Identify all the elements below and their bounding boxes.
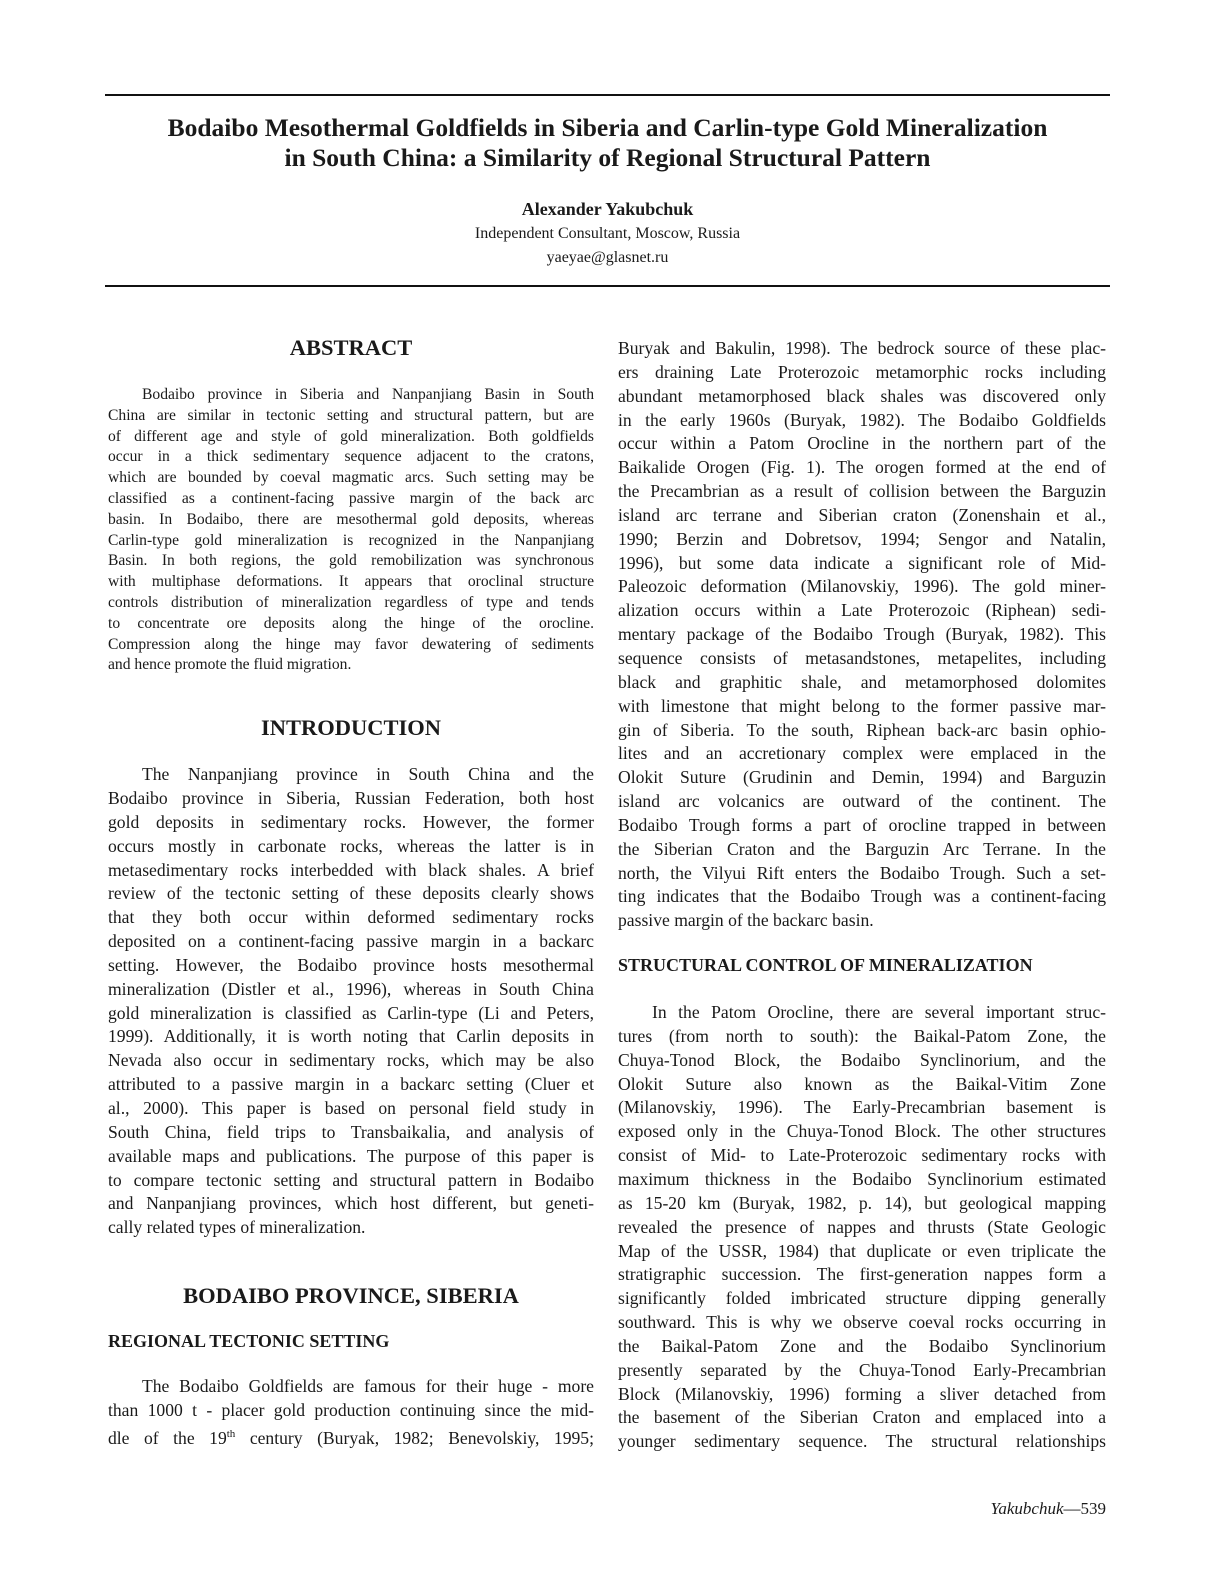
paragraph-line: Carlin-type gold mineralization is recognized in the Nanpanjiang — [108, 531, 594, 549]
structural-control-body — [618, 1001, 1106, 1454]
paragraph-line: abundant metamorphosed black shales was discovered only — [618, 385, 1106, 406]
footer-dash: — — [1063, 1499, 1081, 1518]
paragraph-line: southward. This is why we observe coeval rocks occurring in — [618, 1312, 1106, 1333]
paragraph-line: to concentrate ore deposits along the hinge of the orocline. — [108, 614, 594, 632]
paragraph-line: Map of the USSR, 1984) that duplicate or even triplicate the — [618, 1240, 1106, 1261]
title-line: in South China: a Similarity of Regional Structural Pattern — [284, 143, 931, 172]
paragraph-line: than 1000 t - placer gold production continuing since the mid- — [108, 1399, 594, 1420]
paragraph-line: gin of Siberia. To the south, Riphean back-arc basin ophio- — [618, 719, 1106, 740]
paragraph-line: attributed to a passive margin in a backarc setting (Cluer et — [108, 1074, 594, 1095]
paragraph-line: tures (from north to south): the Baikal-Patom Zone, the — [618, 1025, 1106, 1046]
paragraph-line: that they both occur within deformed sedimentary rocks — [108, 907, 594, 928]
paragraph-line: occurs mostly in carbonate rocks, whereas the latter is in — [108, 835, 594, 856]
paragraph-line: alization occurs within a Late Proterozoic (Riphean) sedi- — [618, 600, 1106, 621]
top-rule — [105, 94, 1110, 96]
paragraph-line: the Precambrian as a result of collision between the Barguzin — [618, 481, 1106, 502]
page-number: 539 — [1080, 1499, 1106, 1518]
paragraph-line: as 15-20 km (Buryak, 1982, p. 14), but geological mapping — [618, 1192, 1106, 1213]
paragraph-line: younger sedimentary sequence. The structural relationships — [618, 1431, 1106, 1452]
paragraph-line: with multiphase deformations. It appears that oroclinal structure — [108, 573, 594, 591]
paragraph-line: South China, field trips to Transbaikalia, and analysis of — [108, 1121, 594, 1142]
line-text: dle of the 19 — [108, 1427, 227, 1448]
structural-control-heading: STRUCTURAL CONTROL OF MINERALIZATION — [618, 955, 1033, 976]
superscript-th: th — [226, 1427, 236, 1440]
paragraph-line: Olokit Suture also known as the Baikal-Vitim Zone — [618, 1073, 1106, 1094]
abstract-body — [108, 385, 594, 676]
author-name: Alexander Yakubchuk — [521, 199, 694, 219]
paragraph-line: gold deposits in sedimentary rocks. However, the former — [108, 811, 594, 832]
paragraph-line: consist of Mid- to Late-Proterozoic sedimentary rocks with — [618, 1145, 1106, 1166]
paragraph-line: Bodaibo province in Siberia and Nanpanjiang Basin in South — [142, 386, 594, 403]
paragraph-line: Basin. In both regions, the gold remobilization was synchronous — [108, 552, 594, 570]
paragraph-line: Block (Milanovskiy, 1996) forming a sliver detached from — [618, 1383, 1106, 1404]
paragraph-line: Compression along the hinge may favor dewatering of sediments — [108, 635, 594, 653]
paragraph-line: which are bounded by coeval magmatic arcs. Such setting may be — [108, 469, 594, 487]
paragraph-line: to compare tectonic setting and structural pattern in Bodaibo — [108, 1169, 594, 1190]
paragraph-line: mentary package of the Bodaibo Trough (Buryak, 1982). This — [618, 624, 1106, 645]
paragraph-line: Paleozoic deformation (Milanovskiy, 1996). The gold miner- — [618, 576, 1106, 597]
paragraph-line: gold mineralization is classified as Carlin-type (Li and Peters, — [108, 1002, 594, 1023]
paragraph-line: basin. In Bodaibo, there are mesothermal gold deposits, whereas — [108, 510, 594, 528]
header-bottom-rule — [105, 285, 1110, 287]
paper-title — [105, 113, 1110, 173]
line-text: century (Buryak, 1982; Benevolskiy, 1995; — [235, 1427, 594, 1448]
paragraph-line: The Nanpanjiang province in South China and the — [142, 764, 594, 785]
paragraph-line: presently separated by the Chuya-Tonod Early-Precambrian — [618, 1359, 1106, 1380]
footer-author: Yakubchuk — [990, 1499, 1064, 1518]
paragraph-line: significantly folded imbricated structure dipping generally — [618, 1288, 1106, 1309]
paragraph-line: lites and an accretionary complex were emplaced in the — [618, 743, 1106, 764]
page-footer — [990, 1498, 1106, 1520]
paragraph-line: setting. However, the Bodaibo province hosts mesothermal — [108, 954, 594, 975]
paragraph-line: available maps and publications. The purpose of this paper is — [108, 1145, 594, 1166]
paragraph-line — [108, 1423, 594, 1451]
paragraph-line: occur in a thick sedimentary sequence adjacent to the cratons, — [108, 448, 594, 466]
paragraph-line: of different age and style of gold mineralization. Both goldfields — [108, 427, 594, 445]
paragraph-line: sequence consists of metasandstones, metapelites, including — [618, 647, 1106, 668]
paragraph-line: al., 2000). This paper is based on personal field study in — [108, 1097, 594, 1118]
paragraph-line: 1990; Berzin and Dobretsov, 1994; Sengor and Natalin, — [618, 528, 1106, 549]
paragraph-line: 1996), but some data indicate a significant role of Mid- — [618, 552, 1106, 573]
paragraph-line: deposited on a continent-facing passive margin in a backarc — [108, 931, 594, 952]
paragraph-line: revealed the presence of nappes and thrusts (State Geologic — [618, 1216, 1106, 1237]
paragraph-line: island arc terrane and Siberian craton (Zonenshain et al., — [618, 504, 1106, 525]
paragraph-line: island arc volcanics are outward of the continent. The — [618, 791, 1106, 812]
paragraph-line: In the Patom Orocline, there are several important struc- — [652, 1002, 1106, 1023]
paragraph-line: ting indicates that the Bodaibo Trough was a continent-facing — [618, 886, 1106, 907]
abstract-heading: ABSTRACT — [289, 335, 413, 360]
paragraph-line: in the early 1960s (Buryak, 1982). The Bodaibo Goldfields — [618, 409, 1106, 430]
right-column-body — [618, 337, 1106, 933]
author-email: yaeyae@glasnet.ru — [546, 249, 669, 266]
introduction-heading: INTRODUCTION — [260, 715, 442, 741]
paragraph-line: maximum thickness in the Bodaibo Synclinorium estimated — [618, 1169, 1106, 1189]
paragraph-line: Baikalide Orogen (Fig. 1). The orogen formed at the end of — [618, 457, 1106, 478]
paragraph-line: exposed only in the Chuya-Tonod Block. The other structures — [618, 1121, 1106, 1142]
paragraph-line: classified as a continent-facing passive margin of the back arc — [108, 489, 594, 507]
title-line: Bodaibo Mesothermal Goldfields in Siberia and Carlin-type Gold Mineralization — [167, 113, 1048, 142]
paragraph-line: 1999). Additionally, it is worth noting that Carlin deposits in — [108, 1026, 594, 1047]
paragraph-line: the basement of the Siberian Craton and emplaced into a — [618, 1407, 1106, 1428]
paragraph-line: Olokit Suture (Grudinin and Demin, 1994) and Barguzin — [618, 767, 1106, 788]
paragraph-line: The Bodaibo Goldfields are famous for their huge - more — [142, 1376, 594, 1397]
author-affiliation: Independent Consultant, Moscow, Russia — [474, 225, 741, 242]
paragraph-line: north, the Vilyui Rift enters the Bodaibo Trough. Such a set- — [618, 862, 1106, 883]
paragraph-line: and hence promote the fluid migration. — [108, 656, 352, 674]
paragraph-line: and Nanpanjiang provinces, which host different, but geneti- — [108, 1193, 594, 1214]
right-column — [618, 337, 1106, 1454]
paragraph-line: cally related types of mineralization. — [108, 1217, 366, 1238]
paragraph-line: black and graphitic shale, and metamorphosed dolomites — [618, 671, 1106, 692]
paragraph-line: with limestone that might belong to the former passive mar- — [618, 695, 1106, 716]
paragraph-line: ers draining Late Proterozoic metamorphic rocks including — [618, 361, 1106, 382]
paragraph-line: controls distribution of mineralization regardless of type and tends — [108, 593, 594, 611]
paragraph-line: review of the tectonic setting of these deposits clearly shows — [108, 883, 594, 904]
paragraph-line: Nevada also occur in sedimentary rocks, which may be also — [108, 1050, 594, 1071]
paragraph-line: Chuya-Tonod Block, the Bodaibo Synclinorium, and the — [618, 1049, 1106, 1070]
paragraph-line: passive margin of the backarc basin. — [618, 910, 874, 931]
bodaibo-body — [108, 1375, 594, 1450]
paragraph-line: China are similar in tectonic setting and structural pattern, but are — [108, 406, 594, 424]
paragraph-line: (Milanovskiy, 1996). The Early-Precambrian basement is — [618, 1097, 1106, 1118]
paragraph-line: stratigraphic succession. The first-generation nappes form a — [618, 1264, 1106, 1285]
paragraph-line: Bodaibo province in Siberia, Russian Federation, both host — [108, 788, 594, 808]
introduction-body — [108, 763, 594, 1240]
paragraph-line: metasedimentary rocks interbedded with black shales. A brief — [108, 859, 594, 880]
paragraph-line: the Siberian Craton and the Barguzin Arc Terrane. In the — [618, 838, 1106, 859]
paragraph-line: occur within a Patom Orocline in the northern part of the — [618, 433, 1106, 454]
bodaibo-heading: BODAIBO PROVINCE, SIBERIA — [183, 1283, 519, 1309]
regional-tectonic-heading: REGIONAL TECTONIC SETTING — [108, 1331, 390, 1352]
left-column — [108, 333, 594, 1450]
paragraph-line: Bodaibo Trough forms a part of orocline trapped in between — [618, 814, 1106, 835]
paragraph-line: the Baikal-Patom Zone and the Bodaibo Synclinorium — [618, 1335, 1106, 1356]
paragraph-line: mineralization (Distler et al., 1996), whereas in South China — [108, 978, 594, 999]
paragraph-line: Buryak and Bakulin, 1998). The bedrock source of these plac- — [618, 338, 1106, 358]
